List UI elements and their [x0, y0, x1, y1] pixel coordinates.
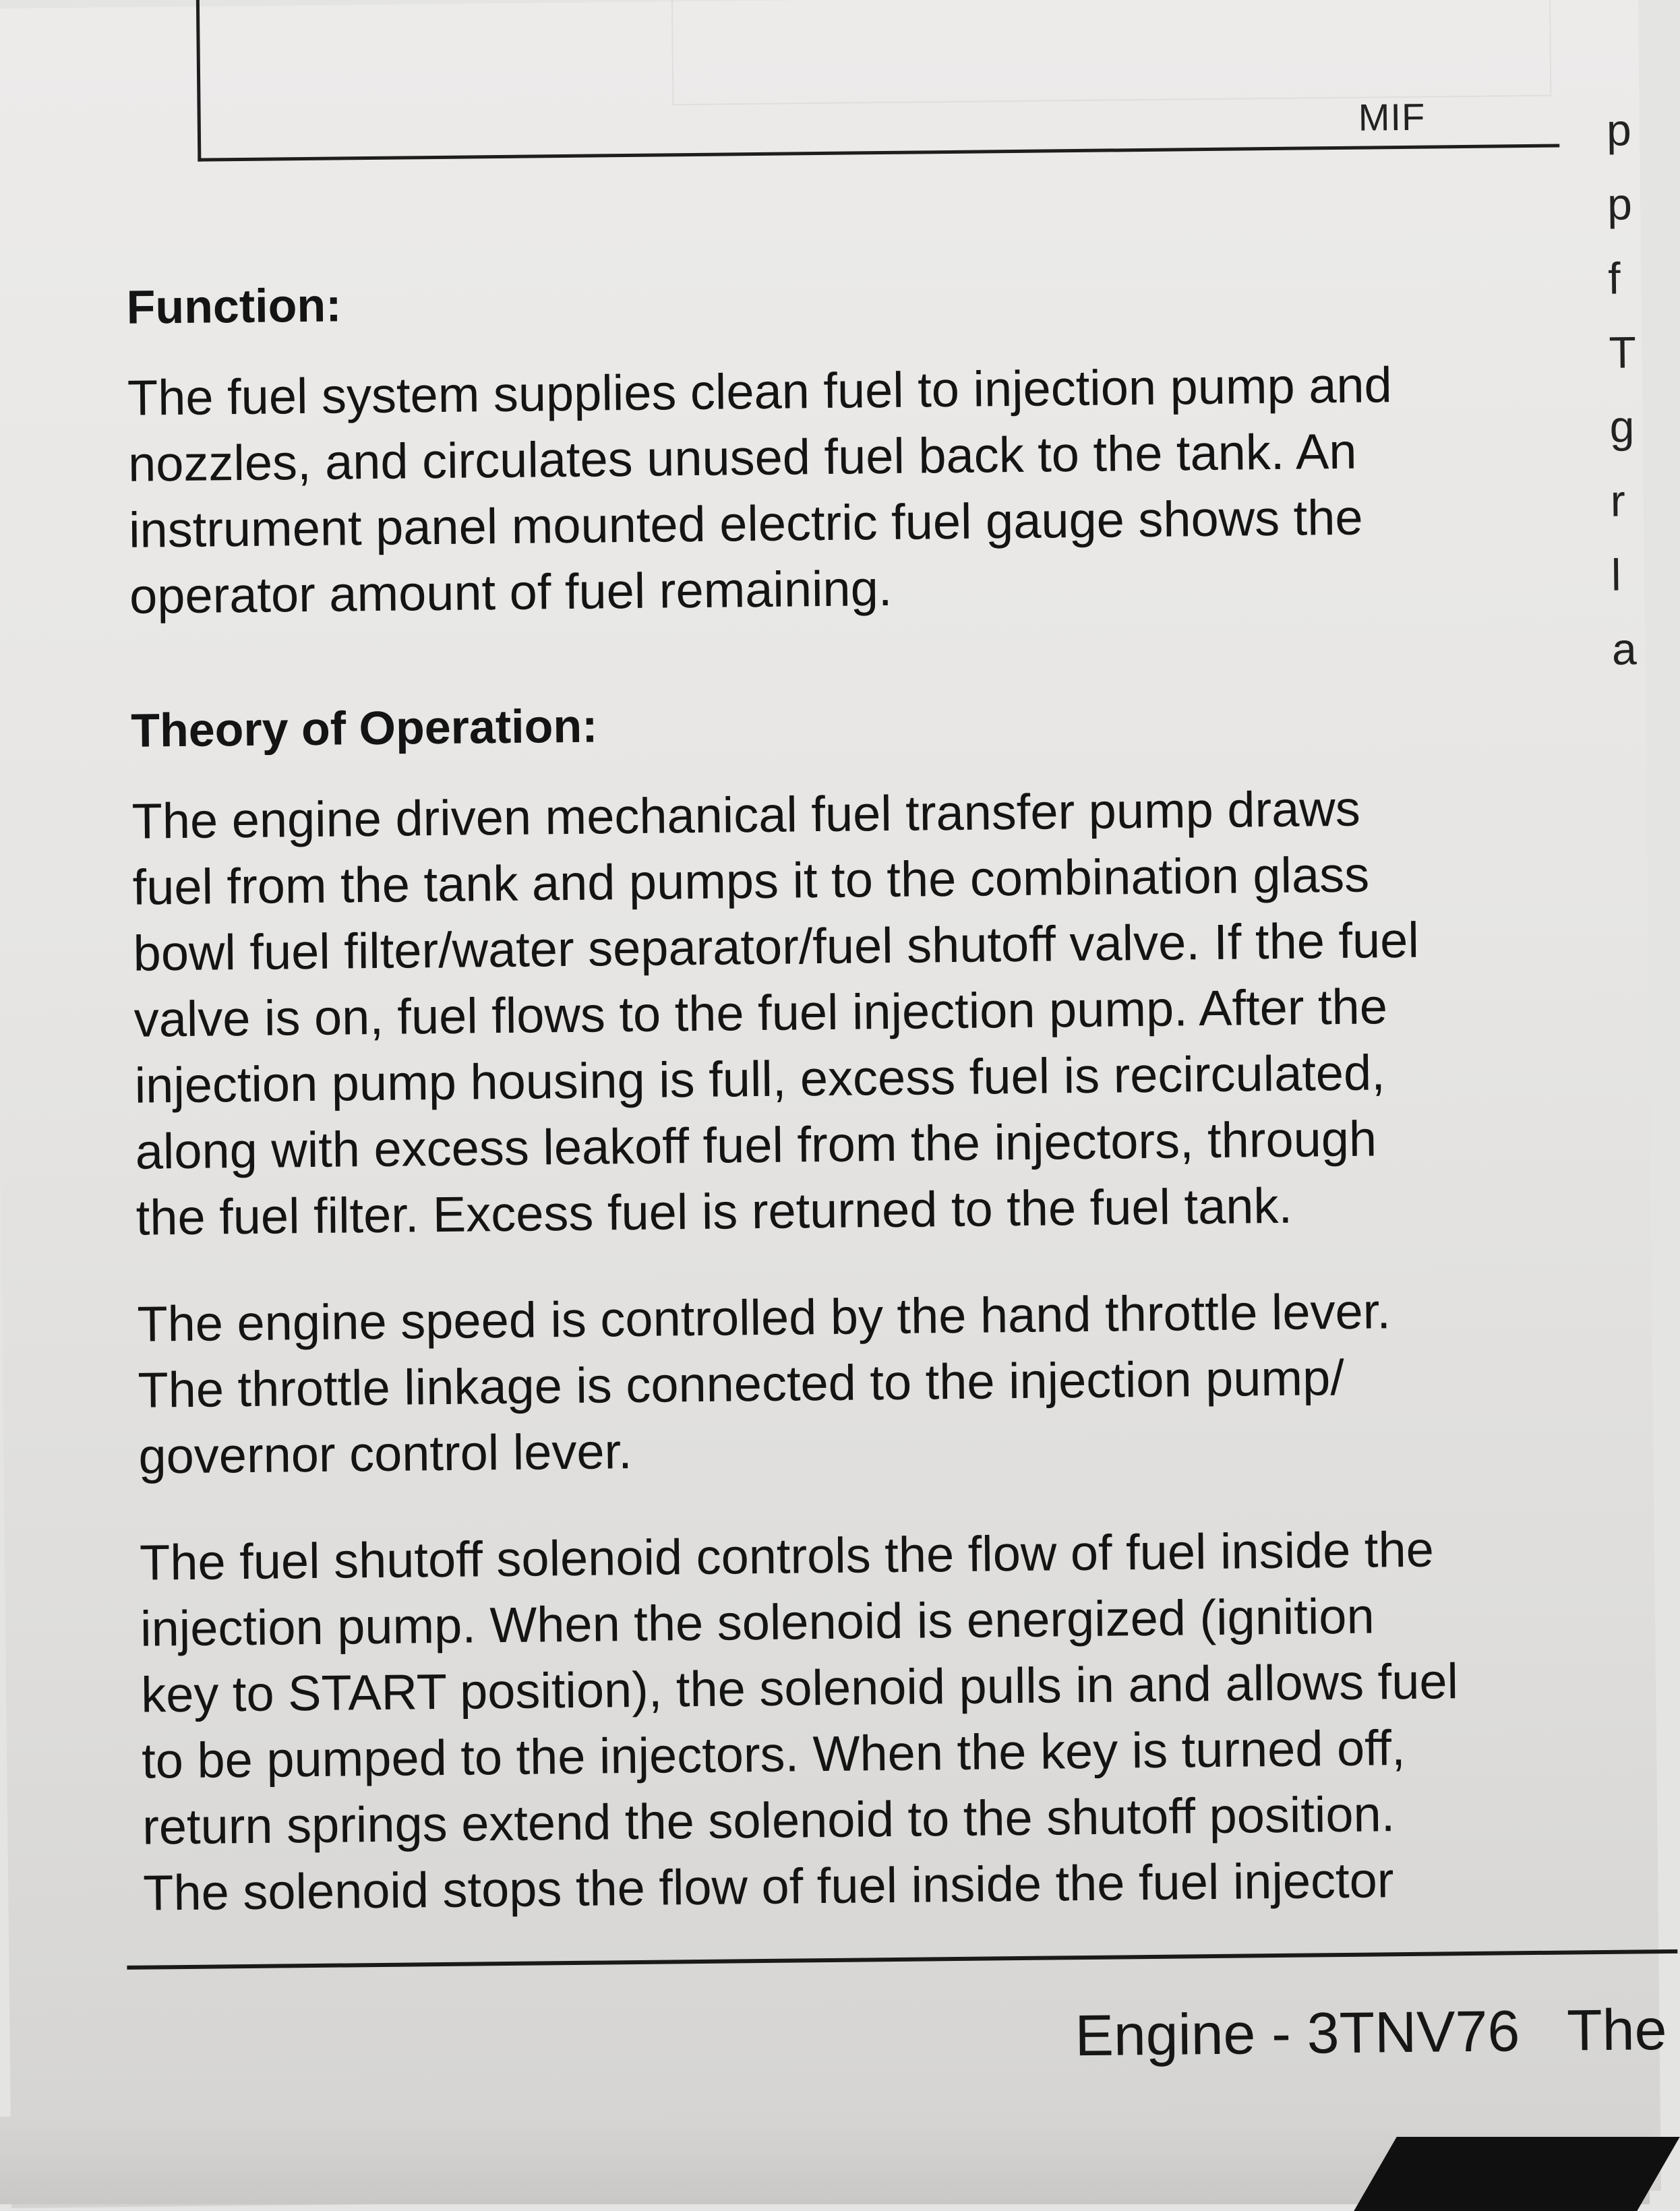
text-line: valve is on, fuel flows to the fuel injection pump. After the — [133, 978, 1388, 1048]
binding-shadow — [1354, 2137, 1680, 2211]
text-line: The fuel shutoff solenoid controls the flow of fuel inside the — [139, 1521, 1435, 1591]
text-line: injection pump housing is full, excess fuel is recirculated, — [134, 1044, 1386, 1114]
text-line: return springs extend the solenoid to the shutoff position. — [142, 1786, 1396, 1855]
paragraph-theory-1 — [131, 774, 1552, 1251]
text-line: fuel from the tank and pumps it to the combination glass — [132, 846, 1370, 915]
figure-label: MIF — [1358, 95, 1426, 139]
text-line: The engine driven mechanical fuel transfer pump draws — [131, 780, 1361, 849]
facing-page-fragment: a — [1611, 624, 1638, 674]
text-line: The solenoid stops the flow of fuel inside the fuel injector — [142, 1852, 1394, 1921]
text-line: instrument panel mounted electric fuel gauge shows the — [128, 489, 1363, 558]
section-heading-theory: Theory of Operation: — [130, 699, 598, 757]
facing-page-fragment: p — [1607, 179, 1633, 229]
page-footer — [1075, 1997, 1667, 2069]
facing-page-fragment: r — [1610, 475, 1626, 526]
text-line: nozzles, and circulates unused fuel back to the tank. An — [127, 423, 1357, 492]
body-text — [126, 259, 1559, 1927]
figure-frame — [196, 0, 1559, 162]
footer-section-title: Engine - 3TNV76 — [1075, 1999, 1520, 2069]
text-line: The throttle linkage is connected to the injection pump/ — [138, 1349, 1345, 1418]
text-line: governor control lever. — [138, 1423, 633, 1484]
paragraph-theory-2 — [137, 1277, 1555, 1490]
figure-bleed-through — [671, 0, 1552, 105]
footer-next-fragment: The — [1566, 1997, 1667, 2063]
footer-divider — [127, 1949, 1677, 1970]
paragraph-function — [127, 351, 1546, 630]
text-line: the fuel filter. Excess fuel is returned to the fuel tank. — [136, 1177, 1293, 1246]
paragraph-theory-3 — [140, 1515, 1559, 1927]
facing-page-fragment: l — [1611, 549, 1621, 600]
text-line: along with excess leakoff fuel from the injectors, through — [135, 1110, 1377, 1180]
facing-page-fragment: p — [1606, 104, 1632, 155]
text-line: injection pump. When the solenoid is energized (ignition — [140, 1587, 1375, 1657]
text-line: operator amount of fuel remaining. — [129, 559, 893, 624]
text-line: The engine speed is controlled by the hand throttle lever. — [136, 1283, 1391, 1352]
facing-page-fragment: T — [1609, 327, 1637, 377]
text-line: key to START position), the solenoid pulls in and allows fuel — [140, 1653, 1459, 1723]
facing-page-fragment: f — [1607, 253, 1621, 303]
facing-page-edge-text — [1606, 92, 1652, 686]
text-line: to be pumped to the injectors. When the key is turned off, — [141, 1720, 1406, 1789]
text-line: bowl fuel filter/water separator/fuel shutoff valve. If the fuel — [133, 911, 1420, 981]
section-heading-function: Function: — [126, 278, 342, 334]
facing-page-fragment: g — [1609, 401, 1635, 452]
text-line: The fuel system supplies clean fuel to injection pump and — [127, 357, 1393, 426]
